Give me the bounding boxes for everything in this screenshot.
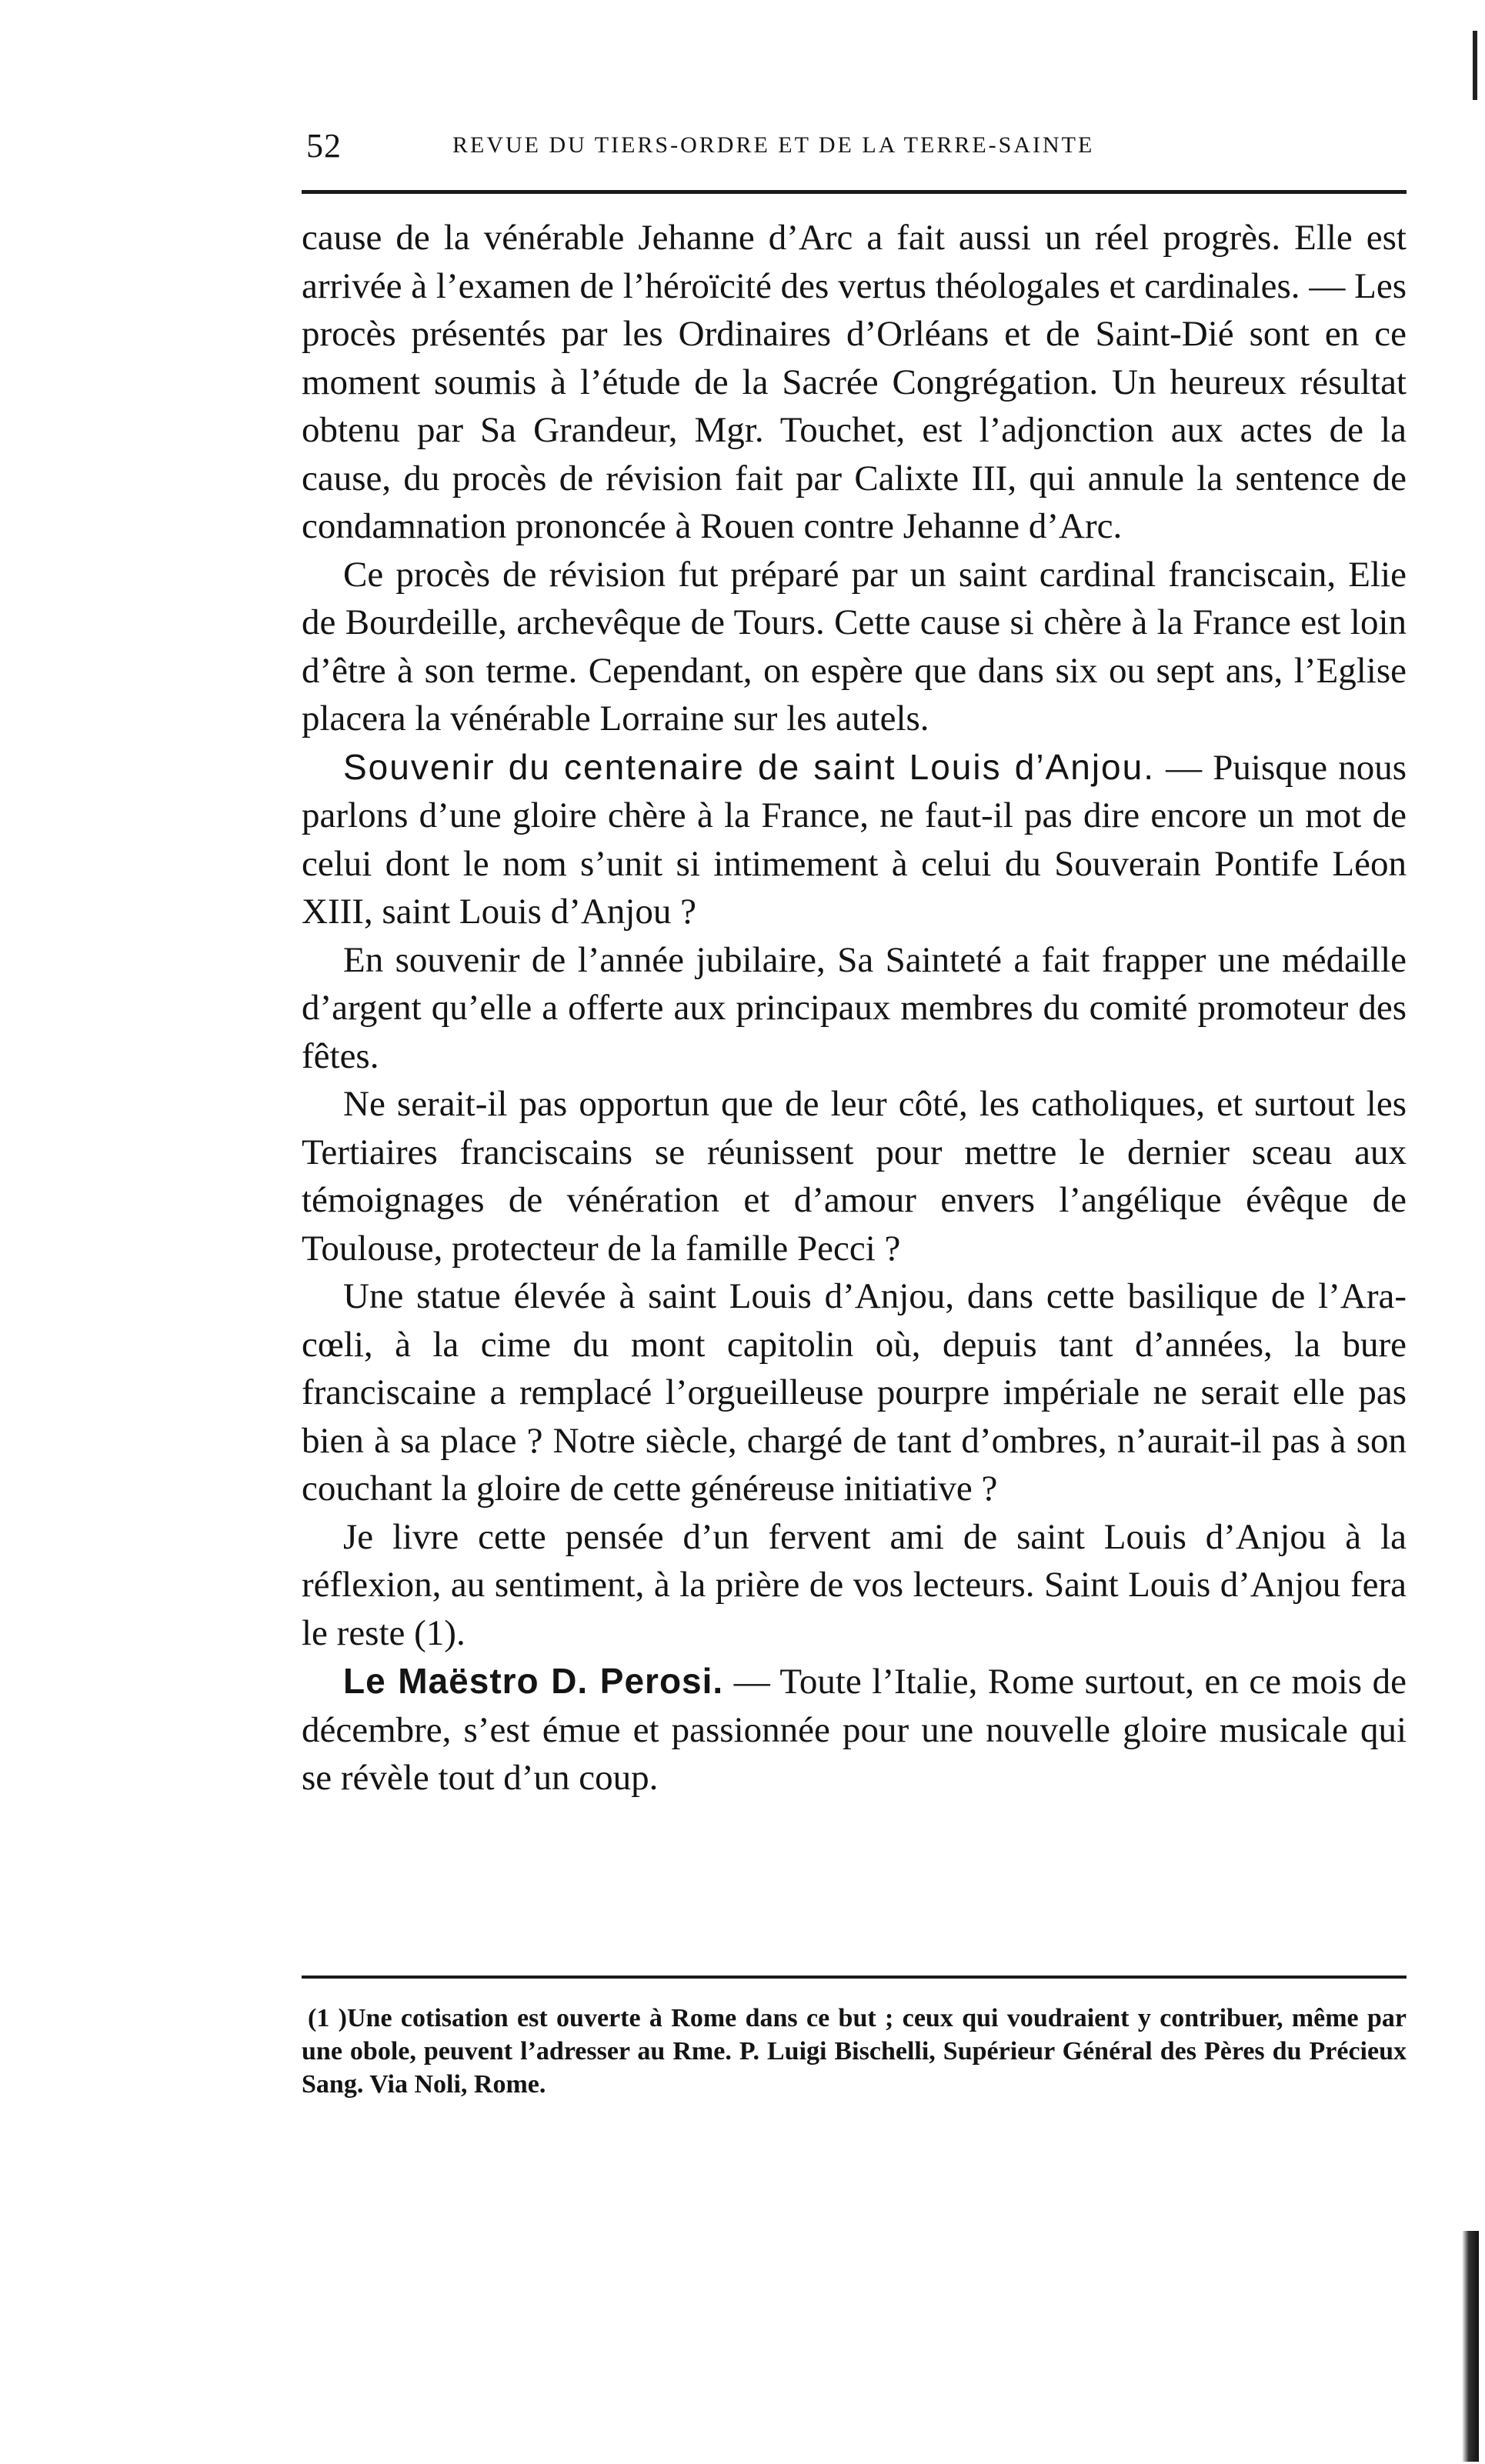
running-title: REVUE DU TIERS-ORDRE ET DE LA TERRE-SAINTE	[452, 132, 1095, 158]
paragraph-louis-anjou-centenary	[302, 743, 1407, 936]
section-heading-perosi: Le Maëstro D. Perosi.	[343, 1661, 724, 1701]
paragraph-tertiaries: Ne serait-il pas opportun que de leur côté, les catholiques, et surtout les Tertiaires franciscains se réunissent pour mettre le dernier sceau aux témoignages de vénération et d’amour envers l’angélique évêque de Toulouse, protecteur de la famille Pecci ?	[302, 1084, 1407, 1269]
paragraph-appeal	[302, 1513, 1407, 1658]
paragraph-revision-trial: Ce procès de révision fut préparé par un saint cardinal franciscain, Elie de Bourdeille, archevêque de Tours. Cette cause si chère à la France est loin d’être à son terme. Cependant, on espère que dans six ou sept ans, l’Eglise placera la vénérable Lorraine sur les autels.	[302, 554, 1407, 739]
scan-edge-mark-bottom	[1462, 2231, 1479, 2462]
section-heading-louis-anjou: Souvenir du centenaire de saint Louis d’Anjou.	[343, 746, 1155, 787]
footnote-1: (1 )Une cotisation est ouverte à Rome dans ce but ; ceux qui voudraient y contribuer, même par une obole, peuvent l’adresser au Rme. P. Luigi Bischelli, Supérieur Général des Pères du Précieux Sang. Via Noli, Rome.	[302, 2004, 1407, 2099]
paragraph-text: — Toute l’Italie, Rome surtout, en ce mois de décembre, s’est émue et passionnée pour une nouvelle gloire musicale qui se révèle tout d’un coup.	[302, 1662, 1407, 1798]
scan-edge-mark-top	[1473, 31, 1477, 100]
page-number: 52	[306, 127, 342, 165]
running-header	[302, 123, 1407, 169]
paragraph-text: — Puisque nous parlons d’une gloire chère à la France, ne faut-il pas dire encore un mot de celui dont le nom s’unit si intimement à celui du Souverain Pontife Léon XIII, saint Louis d’Anjou ?	[302, 747, 1407, 932]
paragraph-jehanne-cause: cause de la vénérable Jehanne d’Arc a fait aussi un réel progrès. Elle est arrivée à l’examen de l’héroïcité des vertus théologales et cardinales. — Les procès présentés par les Ordinaires d’Orléans et de Saint-Dié sont en ce moment soumis à l’étude de la Sacrée Congrégation. Un heureux résultat obtenu par Sa Grandeur, Mgr. Touchet, est l’adjonction aux actes de la cause, du procès de révision fait par Calixte III, qui annule la sentence de condamnation prononcée à Rouen contre Jehanne d’Arc.	[302, 218, 1407, 546]
paragraph-text: Je livre cette pensée d’un fervent ami de saint Louis d’Anjou à la réflexion, au sentiment, à la prière de vos lecteurs. Saint Louis d’Anjou fera le reste	[302, 1516, 1407, 1653]
paragraph-statue: Une statue élevée à saint Louis d’Anjou, dans cette basilique de l’Ara-cœli, à la cime du mont capitolin où, depuis tant d’années, la bure franciscaine a remplacé l’orgueilleuse pourpre impériale ne serait elle pas bien à sa place ? Notre siècle, chargé de tant d’ombres, n’aurait-il pas à son couchant la gloire de cette généreuse initiative ?	[302, 1276, 1407, 1509]
paragraph-perosi	[302, 1657, 1407, 1802]
footnote-reference: (1).	[414, 1612, 466, 1653]
paragraph-medal: En souvenir de l’année jubilaire, Sa Sainteté a fait frapper une médaille d’argent qu’elle a offerte aux principaux membres du comité promoteur des fêtes.	[302, 939, 1407, 1076]
footnotes	[302, 2002, 1407, 2101]
footnote-rule	[302, 1976, 1407, 1979]
body-text	[302, 214, 1407, 1802]
header-rule	[302, 190, 1407, 194]
